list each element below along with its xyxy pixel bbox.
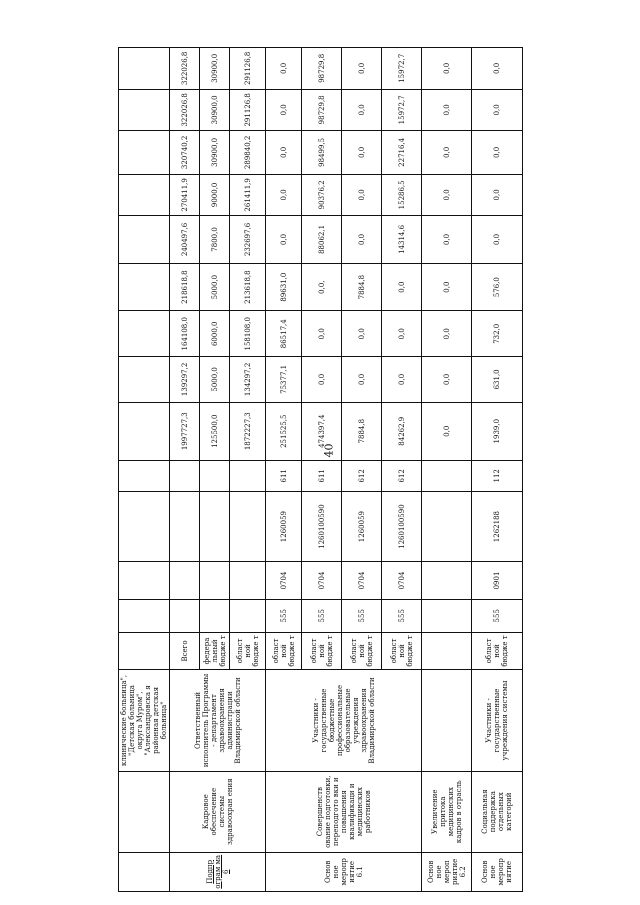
cell-value: 7884,8 <box>342 402 382 460</box>
cell-value: 0,0 <box>472 216 523 264</box>
cell-value: 0,0 <box>266 216 302 264</box>
cell-c3: клинические больница", "Детская больница округа Муром", "Александровска я районная детская больница" <box>119 670 170 772</box>
cell-value <box>230 599 266 632</box>
cell-c1 <box>170 852 266 891</box>
cell-value: 218618,8 <box>170 263 200 311</box>
cell-value <box>422 491 472 562</box>
cell-value: 0704 <box>302 562 342 599</box>
cell-value: 0,0 <box>422 263 472 311</box>
cell-value: 88062,1 <box>302 216 342 264</box>
cell-value: 112 <box>472 460 523 491</box>
cell-value: 5000,0 <box>200 263 230 311</box>
cell-value <box>119 491 170 562</box>
cell-value: 0,0, <box>302 263 342 311</box>
cell-value <box>200 599 230 632</box>
cell-value: 0,0 <box>422 174 472 215</box>
cell-value: 90376,2 <box>302 174 342 215</box>
cell-value: 0,0 <box>382 263 422 311</box>
cell-value <box>200 460 230 491</box>
cell-value: 0,0 <box>422 357 472 403</box>
cell-value: 1872227,3 <box>230 402 266 460</box>
cell-value: 15972,7 <box>382 89 422 130</box>
cell-c2: Социальная поддержка отдельных категорий <box>472 771 523 852</box>
cell-value: 0,0 <box>472 131 523 175</box>
cell-value <box>230 460 266 491</box>
cell-value: 9000,0 <box>200 174 230 215</box>
cell-c1: Основ ное меропр иятие 6.1 <box>266 852 422 891</box>
cell-value: 555 <box>472 599 523 632</box>
cell-value: 89631,0 <box>266 263 302 311</box>
cell-value: 0,0 <box>422 48 472 90</box>
cell-c3: Участники - государственные учреждения системы <box>472 670 523 772</box>
cell-value: 0,0 <box>266 174 302 215</box>
cell-value: 1997727,3 <box>170 402 200 460</box>
cell-c2 <box>119 771 170 852</box>
cell-value: 0901 <box>472 562 523 599</box>
cell-value: 1262188 <box>472 491 523 562</box>
cell-c2: Кадровое обеспечение системы здравоохран ения <box>170 771 266 852</box>
cell-value: 555 <box>342 599 382 632</box>
cell-value: 0,0 <box>342 311 382 357</box>
cell-value: 320740,2 <box>170 131 200 175</box>
cell-value: 612 <box>342 460 382 491</box>
cell-value: 0,0 <box>422 402 472 460</box>
cell-value: 0,0 <box>472 89 523 130</box>
cell-value: 1260100590 <box>382 491 422 562</box>
cell-value: 0,0 <box>342 48 382 90</box>
cell-value: 125500,0 <box>200 402 230 460</box>
cell-value <box>119 599 170 632</box>
cell-value: 555 <box>382 599 422 632</box>
cell-value: 98499,5 <box>302 131 342 175</box>
cell-value: 0704 <box>266 562 302 599</box>
cell-c1 <box>119 852 170 891</box>
cell-value: 576,0 <box>472 263 523 311</box>
cell-source <box>119 632 170 669</box>
table-row <box>266 48 302 892</box>
cell-value <box>119 460 170 491</box>
cell-value: 22716,4 <box>382 131 422 175</box>
cell-value: 0,0 <box>302 311 342 357</box>
cell-value: 0,0 <box>472 48 523 90</box>
cell-value: 0704 <box>342 562 382 599</box>
cell-source: област ной бюдже т <box>302 632 342 669</box>
cell-value <box>200 491 230 562</box>
cell-value: 322026,8 <box>170 48 200 90</box>
cell-value: 84262,9 <box>382 402 422 460</box>
cell-c2: Совершенств ование подготовки, переподгото вки и повышения квалификаци и медицинских работников <box>266 771 422 852</box>
cell-c3: Ответственный исполнитель Программы - департамент здравоохранения администрации Владимирской области <box>170 670 266 772</box>
cell-source: федера льный бюдже т <box>200 632 230 669</box>
cell-value: 555 <box>302 599 342 632</box>
cell-value: 15286,5 <box>382 174 422 215</box>
cell-c3 <box>422 670 472 772</box>
cell-value: 1939,0 <box>472 402 523 460</box>
cell-value <box>170 562 200 599</box>
cell-value: 555 <box>266 599 302 632</box>
cell-value: 158108,0 <box>230 311 266 357</box>
cell-value: 0,0 <box>266 131 302 175</box>
cell-value <box>119 216 170 264</box>
cell-value: 322026,8 <box>170 89 200 130</box>
cell-value: 30900,0 <box>200 89 230 130</box>
cell-value: 5000,0 <box>200 357 230 403</box>
cell-value: 251525,5 <box>266 402 302 460</box>
cell-value <box>119 263 170 311</box>
cell-value <box>119 131 170 175</box>
cell-value: 474397,4 <box>302 402 342 460</box>
cell-value: 1260059 <box>342 491 382 562</box>
cell-source: област ной бюдже т <box>342 632 382 669</box>
cell-value: 0,0 <box>422 311 472 357</box>
cell-c3: Участники - государственные бюджетные профессиональные образовательные учреждения здравоохранения Владимирской области <box>266 670 422 772</box>
cell-value: 0,0 <box>472 174 523 215</box>
cell-value: 0704 <box>382 562 422 599</box>
cell-c1: Основ ное меропр иятие <box>472 852 523 891</box>
rotated-table-wrapper <box>118 47 515 892</box>
cell-value: 611 <box>302 460 342 491</box>
cell-value: 0,0 <box>342 357 382 403</box>
cell-value: 15972,7 <box>382 48 422 90</box>
cell-value: 289840,2 <box>230 131 266 175</box>
cell-value: 0,0 <box>342 174 382 215</box>
cell-c2: Увеличение притока медицинских кадров в отрасль <box>422 771 472 852</box>
cell-source: област ной бюдже т <box>230 632 266 669</box>
cell-value: 164108,0 <box>170 311 200 357</box>
cell-value: 213618,8 <box>230 263 266 311</box>
table-row <box>170 48 200 892</box>
cell-value: 1260059 <box>266 491 302 562</box>
cell-value: 232697,6 <box>230 216 266 264</box>
page-number: 40 <box>322 443 336 458</box>
cell-value: 0,0 <box>382 357 422 403</box>
cell-value: 0,0 <box>382 311 422 357</box>
cell-value: 134297,2 <box>230 357 266 403</box>
cell-value: 612 <box>382 460 422 491</box>
cell-value <box>422 599 472 632</box>
cell-value <box>230 491 266 562</box>
cell-value <box>422 460 472 491</box>
cell-value: 75377,1 <box>266 357 302 403</box>
cell-source: област ной бюдже т <box>472 632 523 669</box>
cell-value <box>119 357 170 403</box>
cell-value <box>119 174 170 215</box>
cell-value <box>170 599 200 632</box>
budget-table <box>118 47 523 892</box>
cell-value <box>170 491 200 562</box>
cell-value: 291126,8 <box>230 89 266 130</box>
cell-c1: Основ ное мероп риятие 6.2 <box>422 852 472 891</box>
cell-value: 14314,6 <box>382 216 422 264</box>
cell-value <box>119 562 170 599</box>
cell-value: 86517,4 <box>266 311 302 357</box>
table-row <box>422 48 472 892</box>
cell-value <box>119 311 170 357</box>
cell-value: 240497,6 <box>170 216 200 264</box>
cell-value: 98729,8 <box>302 89 342 130</box>
cell-value: 291126,8 <box>230 48 266 90</box>
cell-value: 270411,9 <box>170 174 200 215</box>
cell-value: 98729,8 <box>302 48 342 90</box>
cell-value: 0,0 <box>342 89 382 130</box>
cell-value: 0,0 <box>422 89 472 130</box>
cell-value <box>200 562 230 599</box>
cell-value: 7800,0 <box>200 216 230 264</box>
cell-value: 6000,0 <box>200 311 230 357</box>
cell-value: 611 <box>266 460 302 491</box>
subprogram-label: Подпр ограм ма 6 <box>205 854 230 889</box>
cell-value: 261411,9 <box>230 174 266 215</box>
cell-value: 0,0 <box>342 131 382 175</box>
cell-source <box>422 632 472 669</box>
cell-value: 1260100590 <box>302 491 342 562</box>
cell-value: 0,0 <box>266 48 302 90</box>
cell-source: област ной бюдже т <box>382 632 422 669</box>
cell-value <box>119 402 170 460</box>
cell-value: 30900,0 <box>200 48 230 90</box>
cell-value: 0,0 <box>266 89 302 130</box>
cell-value <box>119 48 170 90</box>
cell-value: 631,0 <box>472 357 523 403</box>
table-row <box>472 48 523 892</box>
cell-value <box>422 562 472 599</box>
cell-value: 7884,8 <box>342 263 382 311</box>
cell-value <box>119 89 170 130</box>
cell-source: област ной бюдже т <box>266 632 302 669</box>
cell-value: 30900,0 <box>200 131 230 175</box>
cell-value: 139297,2 <box>170 357 200 403</box>
cell-source: Всего <box>170 632 200 669</box>
cell-value: 0,0 <box>302 357 342 403</box>
cell-value: 0,0 <box>342 216 382 264</box>
cell-value <box>170 460 200 491</box>
cell-value: 0,0 <box>422 216 472 264</box>
table-row <box>119 48 170 892</box>
cell-value: 732,0 <box>472 311 523 357</box>
cell-value: 0,0 <box>422 131 472 175</box>
cell-value <box>230 562 266 599</box>
